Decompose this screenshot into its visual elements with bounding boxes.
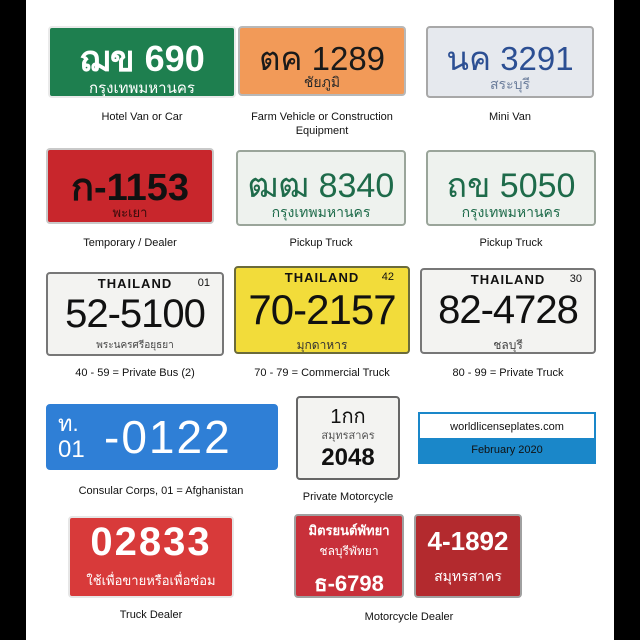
plate-header: THAILAND bbox=[470, 272, 546, 287]
plate-number: 52-5100 bbox=[65, 292, 205, 336]
plate-moto-dealer-1 bbox=[294, 514, 404, 598]
plate-province: สมุทรสาคร bbox=[321, 430, 375, 442]
plate-number: 2048 bbox=[321, 444, 375, 471]
plate-prefix-bottom: 01 bbox=[58, 436, 85, 463]
plate-truck-dealer bbox=[68, 516, 234, 598]
watermark-site: worldlicenseplates.com bbox=[450, 421, 564, 433]
plate-number: 82-4728 bbox=[438, 288, 578, 332]
plate-province: ชลบุรี bbox=[493, 338, 523, 352]
caption-consular: Consular Corps, 01 = Afghanistan bbox=[78, 485, 244, 497]
plate-consular bbox=[46, 404, 278, 470]
caption-pickup-1: Pickup Truck bbox=[289, 237, 353, 249]
watermark-date: February 2020 bbox=[420, 438, 594, 462]
plate-prefix-top: ท. bbox=[58, 411, 79, 436]
plate-subtext: ใช้เพื่อขายหรือเพื่อซ่อม bbox=[86, 573, 216, 588]
plate-province: มุกดาหาร bbox=[296, 338, 348, 352]
watermark-box bbox=[418, 412, 596, 464]
plate-mini-van bbox=[426, 26, 594, 98]
plate-code: 42 bbox=[381, 271, 394, 283]
plate-line-1: มิตรยนต์พัทยา bbox=[308, 523, 390, 538]
plate-province: สมุทรสาคร bbox=[434, 568, 502, 584]
plate-private-truck bbox=[420, 268, 596, 354]
caption-hotel-van: Hotel Van or Car bbox=[101, 111, 183, 123]
caption-temporary: Temporary / Dealer bbox=[83, 237, 177, 249]
plate-line-2: ชลบุรีพัทยา bbox=[319, 544, 379, 558]
plate-private-bus bbox=[46, 272, 224, 356]
caption-private-bus: 40 - 59 = Private Bus (2) bbox=[75, 367, 195, 379]
plate-number: นค 3291 bbox=[446, 40, 574, 77]
caption-motorcycle: Private Motorcycle bbox=[302, 491, 394, 503]
plates-chart bbox=[26, 0, 614, 640]
plate-province: สระบุรี bbox=[490, 76, 530, 92]
plate-code: 01 bbox=[197, 277, 210, 289]
plate-hotel-van bbox=[48, 26, 236, 98]
plate-temporary bbox=[46, 148, 214, 224]
caption-pickup-2: Pickup Truck bbox=[479, 237, 543, 249]
caption-farm-vehicle: Farm Vehicle or Construction Equipment bbox=[251, 111, 393, 137]
caption-commercial-truck: 70 - 79 = Commercial Truck bbox=[254, 367, 390, 379]
plate-province: กรุงเทพมหานคร bbox=[461, 204, 561, 220]
plate-header: THAILAND bbox=[97, 276, 173, 291]
plate-number: ตค 1289 bbox=[258, 40, 386, 77]
plate-number: ฌข 690 bbox=[79, 38, 205, 79]
plate-number: 70-2157 bbox=[248, 286, 396, 333]
plate-moto-dealer-2 bbox=[414, 514, 522, 598]
plate-header: THAILAND bbox=[284, 270, 360, 285]
plate-number: -0122 bbox=[104, 411, 232, 463]
plate-province: กรุงเทพมหานคร bbox=[271, 204, 371, 220]
plate-number: 02833 bbox=[90, 520, 212, 564]
plate-province: ชัยภูมิ bbox=[303, 74, 341, 90]
plate-number: ธ-6798 bbox=[314, 571, 384, 596]
plate-farm-vehicle bbox=[238, 26, 406, 96]
plate-number: ฒฒ 8340 bbox=[247, 167, 395, 205]
plate-number: ถข 5050 bbox=[446, 167, 576, 205]
plate-province: พะเยา bbox=[112, 205, 148, 220]
caption-truck-dealer: Truck Dealer bbox=[119, 609, 183, 621]
plate-number: ก-1153 bbox=[70, 167, 190, 209]
plate-code: 30 bbox=[569, 273, 582, 285]
plate-pickup-1 bbox=[236, 150, 406, 226]
plate-motorcycle bbox=[296, 396, 400, 480]
plate-province: พระนครศรีอยุธยา bbox=[96, 340, 174, 351]
plate-pickup-2 bbox=[426, 150, 596, 226]
plate-commercial-truck bbox=[234, 266, 410, 354]
caption-private-truck: 80 - 99 = Private Truck bbox=[452, 367, 564, 379]
caption-moto-dealer: Motorcycle Dealer bbox=[364, 611, 454, 623]
caption-mini-van: Mini Van bbox=[489, 111, 531, 123]
plate-top: 1กก bbox=[330, 406, 366, 428]
plate-number: 4-1892 bbox=[427, 526, 509, 556]
plate-province: กรุงเทพมหานคร bbox=[89, 80, 195, 97]
